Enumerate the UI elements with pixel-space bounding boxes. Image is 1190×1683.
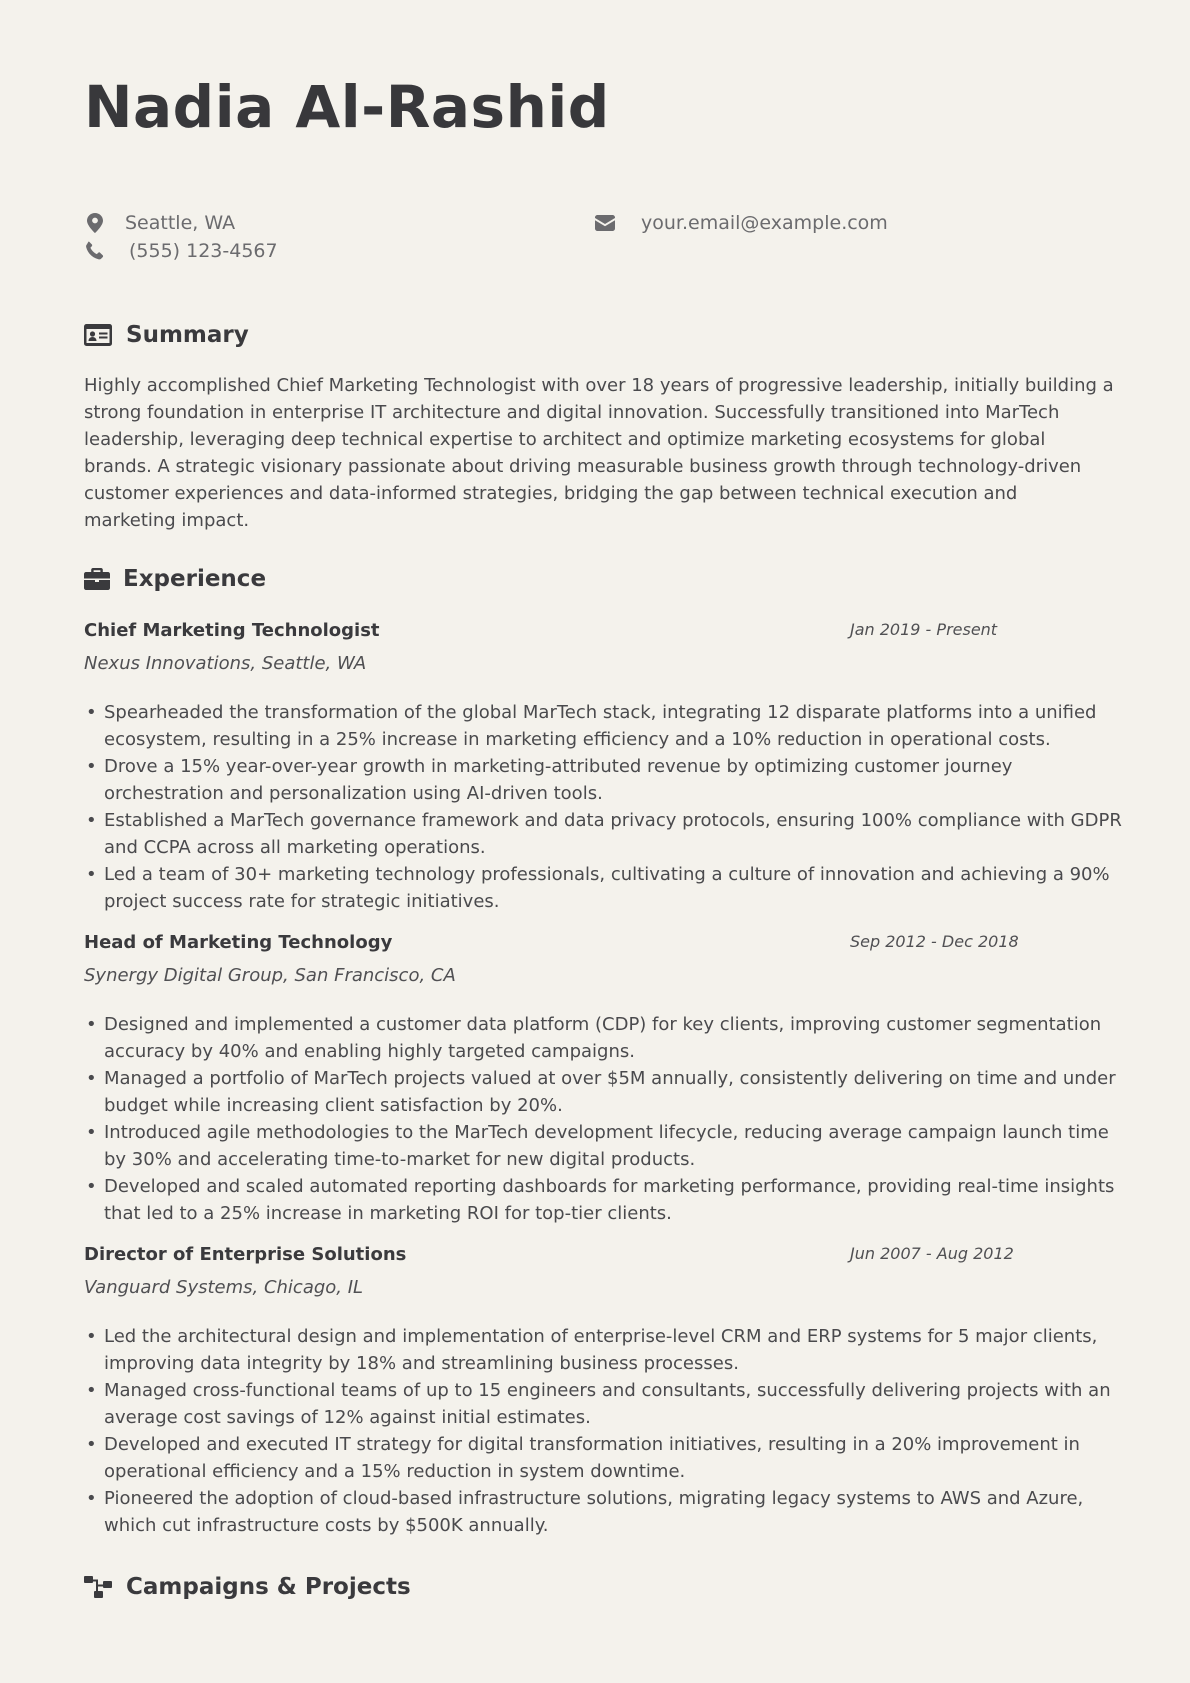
job-title: Head of Marketing Technology: [84, 932, 393, 953]
projects-section-header: [84, 1574, 411, 1600]
briefcase-icon: [84, 568, 110, 590]
phone-icon: [84, 241, 106, 261]
job-dates: Sep 2012 - Dec 2018: [850, 932, 1019, 951]
list-item: • Introduced agile methodologies to the MarTech development lifecycle, reducing average campaign launch time by 30% and accelerating time-to-market for new digital products.: [104, 1119, 1134, 1173]
id-card-icon: [84, 324, 112, 346]
job-company: Nexus Innovations, Seattle, WA: [84, 653, 367, 674]
list-item: • Led a team of 30+ marketing technology professionals, cultivating a culture of innovation and achieving a 90% project success rate for strategic initiatives.: [104, 861, 1134, 915]
list-item: • Developed and scaled automated reporting dashboards for marketing performance, providing real-time insights that led to a 25% increase in marketing ROI for top-tier clients.: [104, 1173, 1134, 1227]
map-pin-icon: [84, 213, 106, 233]
list-item: • Established a MarTech governance framework and data privacy protocols, ensuring 100% compliance with GDPR and CCPA across all marketing operations.: [104, 807, 1134, 861]
list-item: • Spearheaded the transformation of the global MarTech stack, integrating 12 disparate platforms into a unified ecosystem, resulting in a 25% increase in marketing efficiency and a 10% reduction in operational costs.: [104, 699, 1134, 753]
list-item: • Pioneered the adoption of cloud-based infrastructure solutions, migrating legacy systems to AWS and Azure, which cut infrastructure costs by $500K annually.: [104, 1485, 1134, 1539]
experience-section-header: [84, 566, 266, 592]
job-bullets: [84, 1011, 1134, 1227]
experience-title: Experience: [123, 566, 267, 592]
job-company: Vanguard Systems, Chicago, IL: [84, 1277, 364, 1298]
projects-title: Campaigns & Projects: [126, 1574, 411, 1600]
contact-location: [84, 212, 235, 234]
summary-title: Summary: [126, 322, 249, 348]
summary-section-header: [84, 322, 249, 348]
list-item: • Managed cross-functional teams of up to 15 engineers and consultants, successfully delivering projects with an average cost savings of 12% against initial estimates.: [104, 1377, 1134, 1431]
candidate-name: Nadia Al-Rashid: [84, 73, 610, 141]
envelope-icon: [594, 215, 616, 231]
sitemap-icon: [84, 1576, 112, 1598]
list-item: • Drove a 15% year-over-year growth in marketing-attributed revenue by optimizing customer journey orchestration and personalization using AI-driven tools.: [104, 753, 1134, 807]
contact-phone: [84, 240, 278, 262]
summary-text: Highly accomplished Chief Marketing Technologist with over 18 years of progressive leadership, initially building a strong foundation in enterprise IT architecture and digital innovation. Successfully transitioned into MarTech leadership, leveraging deep technical expertise to architect and optimize marketing ecosystems for global brands. A strategic visionary passionate about driving measurable business growth through technology-driven customer experiences and data-informed strategies, bridging the gap between technical execution and marketing impact.: [84, 375, 1114, 531]
job-title: Chief Marketing Technologist: [84, 620, 380, 641]
contact-email: [594, 212, 888, 234]
job-dates: Jun 2007 - Aug 2012: [850, 1244, 1014, 1263]
job-bullets: [84, 699, 1134, 915]
list-item: • Managed a portfolio of MarTech projects valued at over $5M annually, consistently delivering on time and under budget while increasing client satisfaction by 20%.: [104, 1065, 1134, 1119]
list-item: • Led the architectural design and implementation of enterprise-level CRM and ERP systems for 5 major clients, improving data integrity by 18% and streamlining business processes.: [104, 1323, 1134, 1377]
job-bullets: [84, 1323, 1134, 1539]
list-item: • Developed and executed IT strategy for digital transformation initiatives, resulting in a 20% improvement in operational efficiency and a 15% reduction in system downtime.: [104, 1431, 1134, 1485]
job-company: Synergy Digital Group, San Francisco, CA: [84, 965, 456, 986]
location-text: Seattle, WA: [125, 212, 236, 234]
job-dates: Jan 2019 - Present: [850, 620, 998, 639]
job-title: Director of Enterprise Solutions: [84, 1244, 407, 1265]
list-item: • Designed and implemented a customer data platform (CDP) for key clients, improving customer segmentation accuracy by 40% and enabling highly targeted campaigns.: [104, 1011, 1134, 1065]
phone-text: (555) 123-4567: [129, 240, 278, 262]
email-text: your.email@example.com: [641, 212, 888, 234]
